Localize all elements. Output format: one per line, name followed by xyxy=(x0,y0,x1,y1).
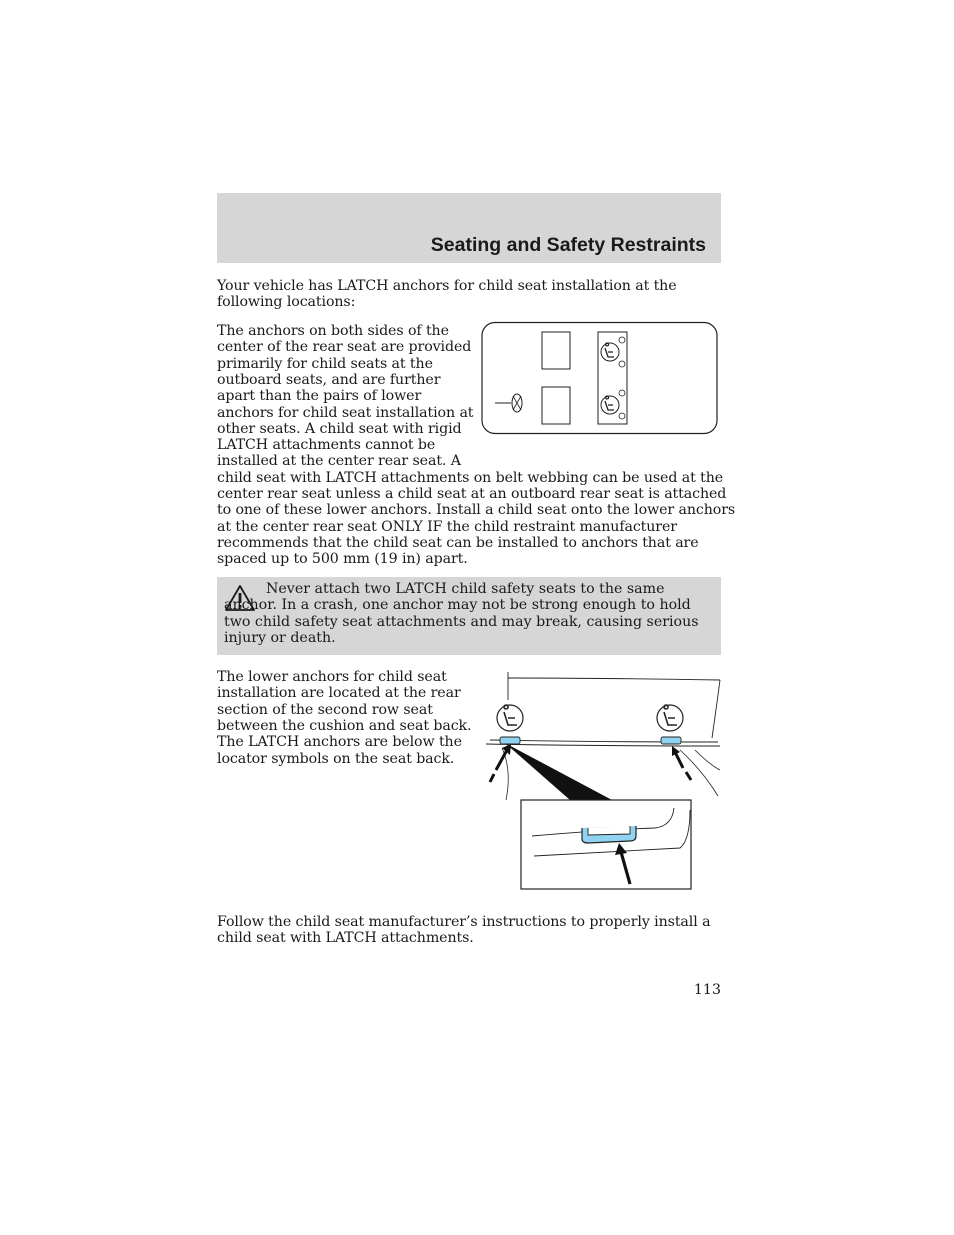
child-seat-anchor-icon xyxy=(601,396,619,414)
anchor-paragraph-line: LATCH attachments cannot be xyxy=(217,437,436,454)
anchor-paragraph-line: to one of these lower anchors. Install a child seat onto the lower anchors xyxy=(217,502,736,519)
anchor-paragraph-line: at the center rear seat ONLY IF the child restraint manufacturer xyxy=(217,518,677,535)
page-number: 113 xyxy=(693,982,721,998)
anchor-paragraph-line: installed at the center rear seat. A xyxy=(217,453,461,470)
child-seat-anchor-icon xyxy=(601,343,619,361)
outro-paragraph: Follow the child seat manufacturer’s instructions to properly install a child seat with LATCH attachments. xyxy=(217,914,711,947)
latch-anchor-illustration xyxy=(480,670,725,892)
anchor-paragraph-line: child seat with LATCH attachments on belt webbing can be used at the xyxy=(217,469,724,486)
section-title: Seating and Safety Restraints xyxy=(430,234,706,256)
warning-box xyxy=(217,577,721,655)
seating-layout-diagram xyxy=(480,321,720,437)
section-header-band xyxy=(217,193,721,263)
anchor-paragraph-line: The anchors on both sides of the xyxy=(217,323,449,339)
child-seat-anchor-icon xyxy=(657,705,683,731)
lower-anchor-line: locator symbols on the seat back. xyxy=(217,750,455,767)
anchor-paragraph-line: apart than the pairs of lower xyxy=(217,388,422,405)
warning-text: Never attach two LATCH child safety seats to the same anchor. In a crash, one anchor may not be strong enough to hold two child safety seat attachments and may break, causing serious injury or death. xyxy=(224,581,699,646)
lower-anchor-line: The LATCH anchors are below the xyxy=(217,734,462,751)
anchor-paragraph-line: spaced up to 500 mm (19 in) apart. xyxy=(217,551,468,568)
anchor-paragraph-line: center of the rear seat are provided xyxy=(217,339,472,356)
intro-paragraph: Your vehicle has LATCH anchors for child seat installation at the following locations: xyxy=(217,278,677,311)
anchor-paragraph-line: primarily for child seats at the xyxy=(217,355,433,372)
anchor-paragraph-line: outboard seats, and are further xyxy=(217,371,441,388)
anchor-paragraph-line: other seats. A child seat with rigid xyxy=(217,420,462,437)
lower-anchor-line: installation are located at the rear xyxy=(217,685,461,702)
lower-anchor-line: between the cushion and seat back. xyxy=(217,717,472,734)
child-seat-anchor-icon xyxy=(497,705,523,731)
anchor-paragraph-line: anchors for child seat installation at xyxy=(217,404,474,421)
anchor-paragraph-line: center rear seat unless a child seat at an outboard rear seat is attached xyxy=(217,486,727,502)
anchor-paragraph-line: recommends that the child seat can be installed to anchors that are xyxy=(217,534,699,551)
lower-anchor-line: section of the second row seat xyxy=(217,701,433,718)
lower-anchor-line: The lower anchors for child seat xyxy=(217,669,447,685)
